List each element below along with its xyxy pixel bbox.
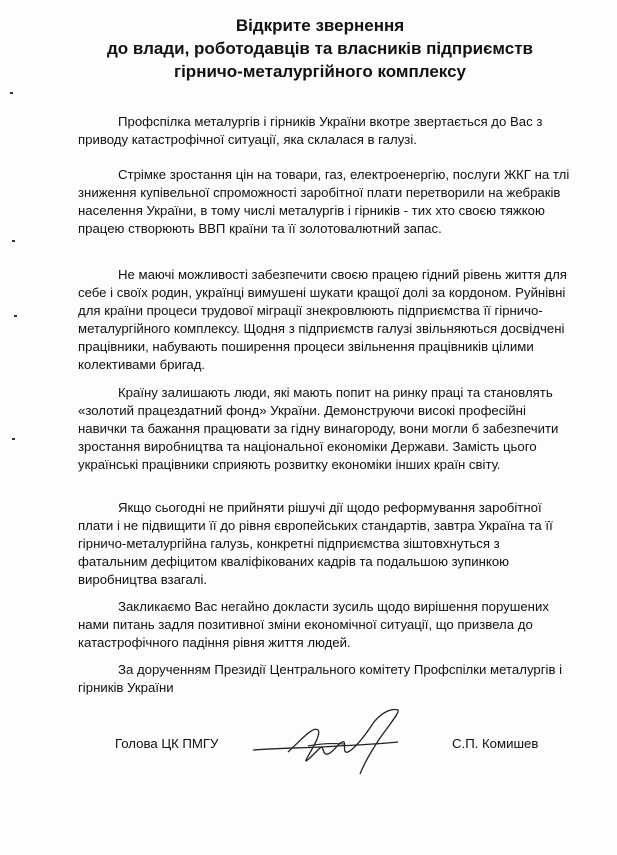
- paragraph-2-text: Стрімке зростання цін на товари, газ, електроенергію, послуги ЖКГ на тлі зниження купівельної спроможності заробітної плати перетворили на жебраків населення України, в тому числі металургів і гірників - тих хто своєю тяжкою працею створюють ВВП країни та її золотовалютний запас.: [78, 167, 570, 236]
- paragraph-1-text: Профспілка металургів і гірників України вкотре звертається до Вас з приводу катастрофічної ситуації, яка склалася в галузі.: [78, 114, 543, 147]
- paragraph-6-text: Закликаємо Вас негайно докласти зусиль щодо вирішення порушених нами питань задля позитивної зміни економічної ситуації, що призвела до катастрофічного падіння рівня життя людей.: [78, 599, 549, 650]
- paragraph-6: [78, 598, 570, 652]
- paragraph-3-text: Не маючі можливості забезпечити своєю працею гідний рівень життя для себе і своїх родин, українці вимушені шукати кращої долі за кордоном. Руйнівні для країни процеси трудової міграції знекровлюють підприємства її гірничо-металургійного комплексу. Щодня з підприємств галузі звільняються досвідчені працівники, набувають поширення процеси звільнення працівників цілими колективами бригад.: [78, 267, 567, 372]
- paragraph-7: [78, 661, 570, 697]
- signer-name: С.П. Комишев: [452, 736, 539, 751]
- scan-speck: [12, 438, 15, 440]
- scan-speck: [10, 92, 13, 94]
- document-title-line-3: гірничо-металургійного комплексу: [174, 62, 466, 81]
- paragraph-4: [78, 384, 570, 474]
- paragraph-5: [78, 499, 570, 589]
- handwritten-signature: [248, 708, 418, 778]
- scan-speck: [14, 315, 17, 317]
- signer-position: Голова ЦК ПМГУ: [115, 736, 219, 751]
- paragraph-4-text: Країну залишають люди, які мають попит на ринку праці та становлять «золотий працездатний фонд» України. Демонструючи високі професійні навички та бажання працювати за гідну винагороду, вони могли б забезпечити зростання виробництва та національної економіки Держави. Замість цього українські працівники сприяють розвитку економіки інших країн світу.: [78, 385, 559, 472]
- paragraph-2: [78, 166, 570, 238]
- paragraph-3: [78, 266, 570, 374]
- paragraph-5-text: Якщо сьогодні не прийняти рішучі дії щодо реформування заробітної плати і не підвищити її до рівня європейських стандартів, завтра Україна та її гірничо-металургійна галузь, конкретні підприємства зіштовхнуться з фатальним дефіцитом кваліфікованих кадрів та подальшою зупинкою виробництва взагалі.: [78, 500, 553, 587]
- scan-speck: [12, 240, 15, 242]
- paragraph-7-text: За дорученням Президії Центрального комітету Профспілки металургів і гірників України: [78, 662, 563, 695]
- paragraph-1: [78, 113, 570, 149]
- document-title-line-1: Відкрите звернення: [235, 16, 405, 35]
- document-title-line-2: до влади, роботодавців та власників підприємств: [106, 39, 534, 58]
